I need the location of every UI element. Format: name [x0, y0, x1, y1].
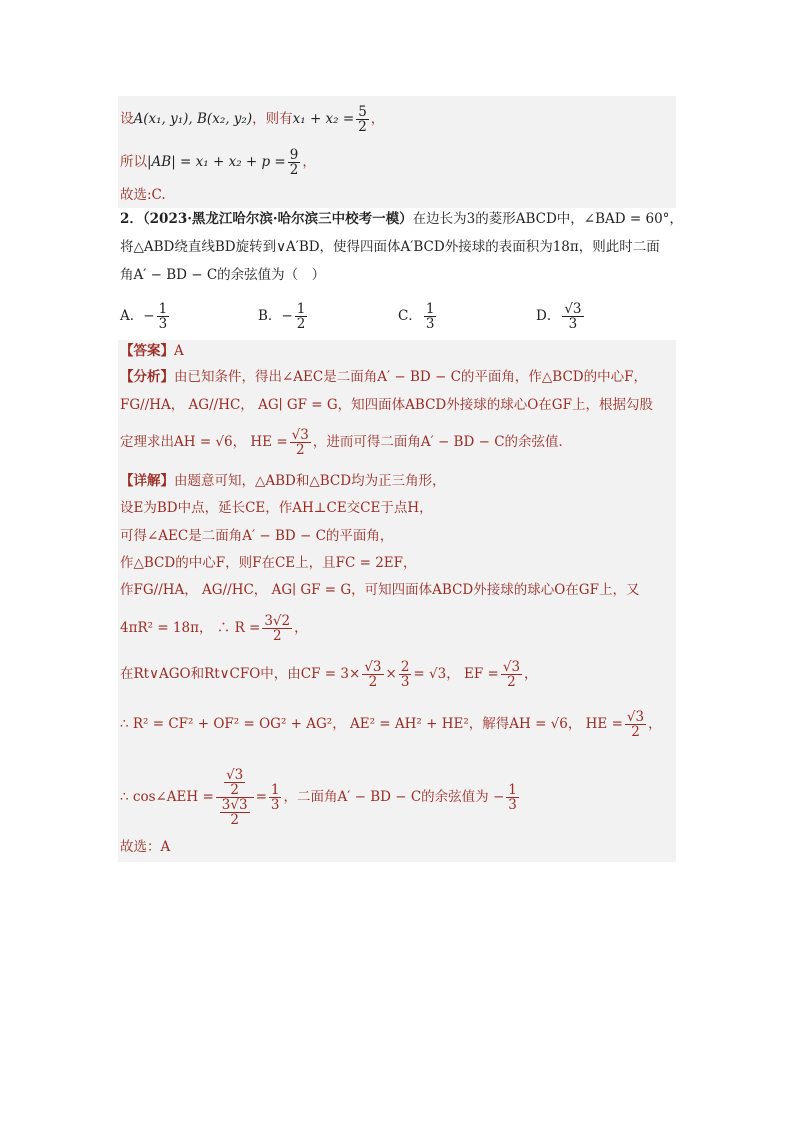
- detail-line-1: 【详解】由题意可知，△ABD和△BCD均为正三角形，: [120, 473, 446, 489]
- question-line-1: 2．（2023·黑龙江哈尔滨·哈尔滨三中校考一模）在边长为3的菱形ABCD中，∠BAD = 60°，: [120, 211, 683, 227]
- detail-line-9: ∴ cos∠AEH = $\frac{\frac{√3}{2}}{\frac{3√3}{2}}$ = $\frac{1}{3}$ ，二面角A′ − BD − C的余弦值为 − $\frac{1}{3}$: [120, 767, 517, 828]
- question-line-3: 角A′ − BD − C的余弦值为（ ）: [120, 267, 326, 283]
- answer-tag: 【答案】: [120, 343, 174, 359]
- detail-line-10: 故选：A: [120, 839, 171, 855]
- detail-line-7: 在Rt∨AGO和Rt∨CFO中，由CF = 3× $\frac{√3}{2}$ × $\frac{2}{3}$ = √3， EF = $\frac{√3}{2}$ ，: [120, 659, 538, 690]
- detail-line-3: 可得∠AEC是二面角A′ − BD − C的平面角，: [120, 528, 394, 544]
- prev-line-1: 设A(x₁, y₁), B(x₂, y₂)，则有x₁ + x₂ = $\frac{5}{2}$ ，: [120, 104, 385, 135]
- detail-line-5: 作FG//HA， AG//HC， AG∣ GF = G，可知四面体ABCD外接球的球心O在GF上，又: [120, 582, 640, 598]
- prev-line-3: 故选:C.: [120, 187, 166, 203]
- analysis-line-2: FG//HA， AG//HC， AG∣ GF = G，知四面体ABCD外接球的球心O在GF上，根据勾股: [120, 397, 653, 413]
- detail-line-8: ∴ R² = CF² + OF² = OG² + AG²， AE² = AH² + HE²，解得AH = √6， HE = $\frac{√3}{2}$ ，: [120, 709, 662, 740]
- option-b[interactable]: B．− $\frac{1}{2}$: [258, 301, 306, 332]
- option-a[interactable]: A．− $\frac{1}{3}$: [120, 301, 168, 332]
- detail-line-2: 设E为BD中点，延长CE，作AH⊥CE交CE于点H，: [120, 500, 433, 516]
- detail-line-6: 4πR² = 18π， ∴ R = $\frac{3√2}{2}$ ，: [120, 613, 308, 644]
- answer-line: 【答案】A: [120, 343, 184, 359]
- prev-line-2: 所以|AB| = x₁ + x₂ + p = $\frac{9}{2}$ ，: [120, 147, 316, 178]
- option-c[interactable]: C． $\frac{1}{3}$: [398, 301, 435, 332]
- question-line-2: 将△ABD绕直线BD旋转到∨A′BD，使得四面体A′BCD外接球的表面积为18π，则此时二面: [120, 239, 660, 255]
- analysis-line-3: 定理求出AH = √6， HE = $\frac{√3}{2}$ ，进而可得二面角A′ − BD − C的余弦值．: [120, 427, 573, 458]
- analysis-line-1: 【分析】由已知条件，得出∠AEC是二面角A′ − BD − C的平面角，作△BCD的中心F，: [120, 369, 647, 385]
- detail-line-4: 作△BCD的中心F，则F在CE上，且FC = 2EF，: [120, 555, 417, 571]
- option-d[interactable]: D． $\frac{√3}{3}$: [536, 301, 582, 332]
